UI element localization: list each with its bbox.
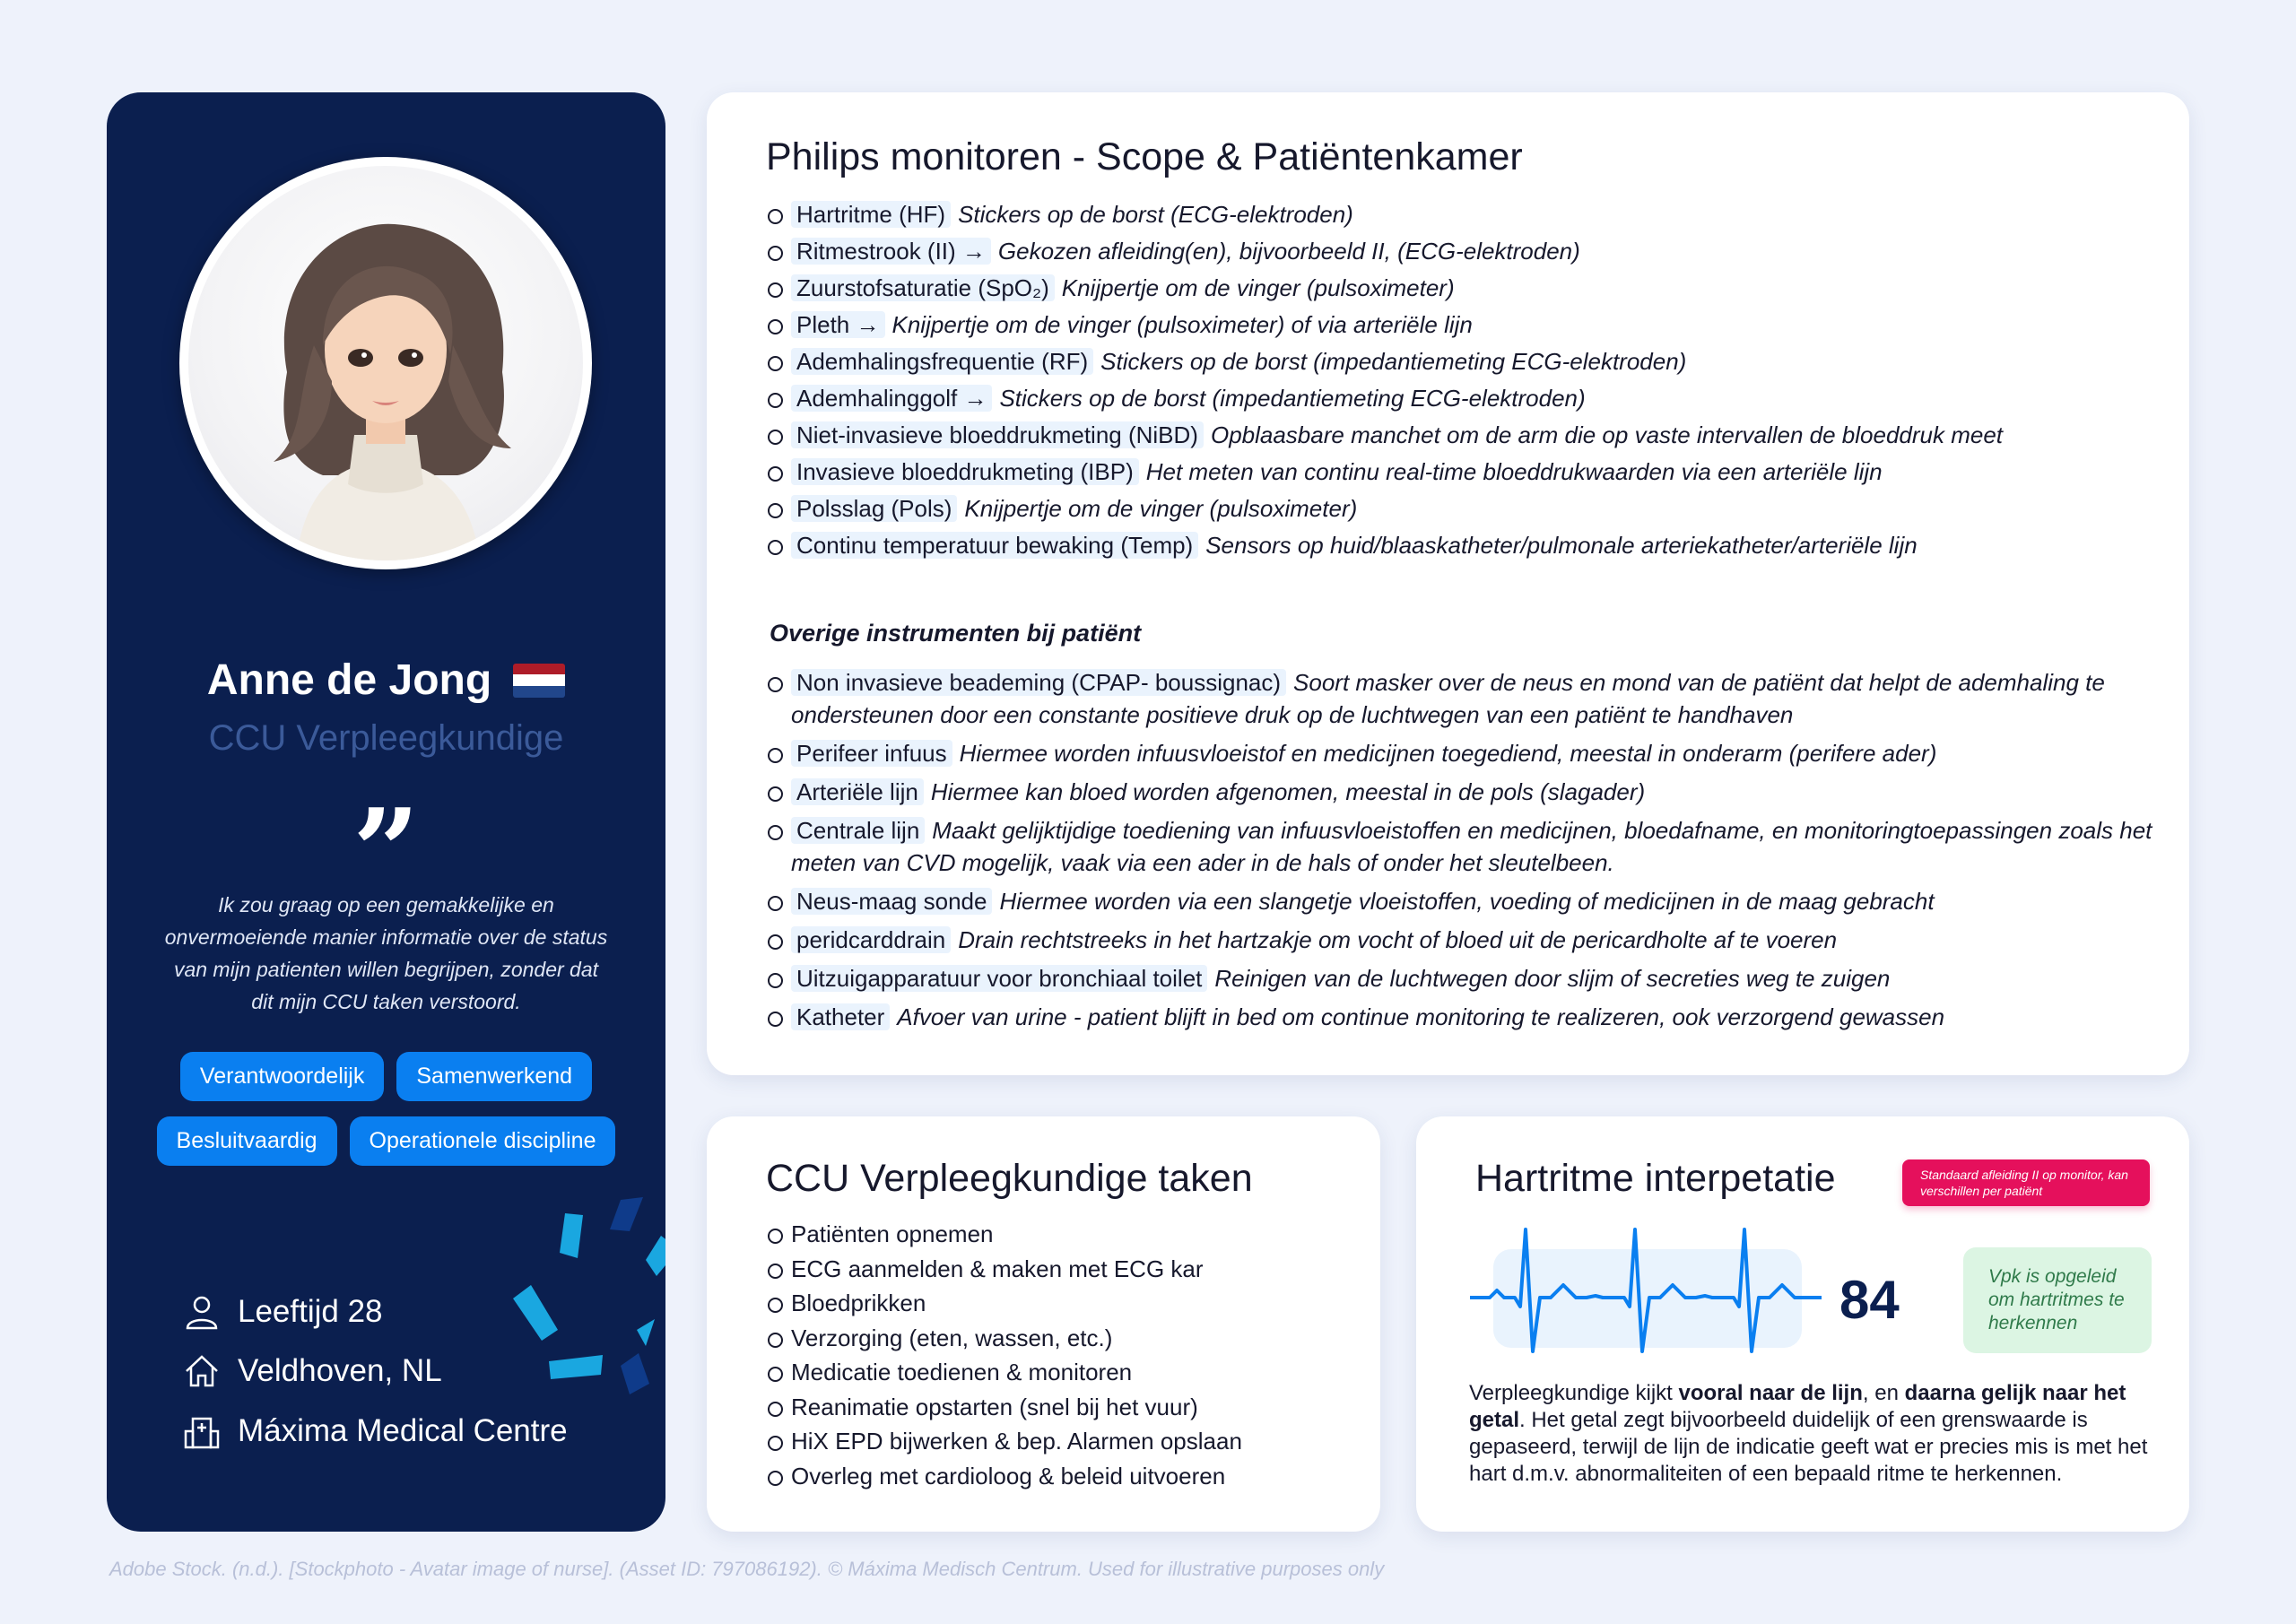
list-item: Centrale lijn Maakt gelijktijdige toediening van infuusvloeistoffen en medicijnen, bloedafname, en monitoringtoepassingen zoals het meten van CVD mogelijk, vaak via een ader in de hals of onder het sleutelbeen.	[766, 814, 2165, 879]
info-hospital-text: Máxima Medical Centre	[238, 1413, 568, 1448]
home-icon	[182, 1351, 222, 1391]
list-item: Neus-maag sonde Hiermee worden via een slangetje vloeistoffen, voeding of medicijnen in de maag gebracht	[766, 885, 2165, 917]
list-item: Hartritme (HF) Stickers op de borst (ECG-elektroden)	[766, 198, 2165, 230]
tag-operationele-discipline: Operationele discipline	[350, 1116, 616, 1166]
list-item: Polsslag (Pols) Knijpertje om de vinger (pulsoximeter)	[766, 492, 2165, 525]
heart-explanation: Verpleegkundige kijkt vooral naar de lijn, en daarna gelijk naar het getal. Het getal zegt bijvoorbeeld duidelijk of een grenswaarde is gepaseerd, terwijl de lijn de indicatie geeft wat er precies mis is met het hart d.m.v. abnormaliteiten of een bepaald ritme te herkennen.	[1469, 1381, 2148, 1486]
dutch-flag-icon	[513, 664, 565, 698]
list-item: Arteriële lijn Hiermee kan bloed worden afgenomen, meestal in de pols (slagader)	[766, 776, 2165, 808]
heart-rhythm-card	[1416, 1116, 2189, 1532]
monitors-title: Philips monitoren - Scope & Patiëntenkamer	[766, 135, 1523, 178]
list-item: Perifeer infuus Hiermee worden infuusvloeistof en medicijnen toegediend, meestal in onderarm (perifere ader)	[766, 737, 2165, 769]
list-item: Bloedprikken	[766, 1287, 1242, 1319]
list-item: Katheter Afvoer van urine - patient blijft in bed om continue monitoring te realizeren, ook verzorgend gewassen	[766, 1001, 2165, 1033]
list-item: Continu temperatuur bewaking (Temp) Sensors op huid/blaaskatheter/pulmonale arteriekatheter/arteriële lijn	[766, 529, 2165, 561]
list-item: Overleg met cardioloog & beleid uitvoeren	[766, 1460, 1242, 1492]
list-item: Niet-invasieve bloeddrukmeting (NiBD) Opblaasbare manchet om de arm die op vaste intervallen de bloeddruk meet	[766, 419, 2165, 451]
info-location-text: Veldhoven, NL	[238, 1353, 442, 1388]
profile-quote: Ik zou graag op een gemakkelijke en onvermoeiende manier informatie over de status van mijn patienten willen begrijpen, zonder dat dit mijn CCU taken verstoord.	[164, 893, 608, 1013]
list-item: Uitzuigapparatuur voor bronchiaal toilet Reinigen van de luchtwegen door slijm of secreties weg te zuigen	[766, 962, 2165, 994]
profile-name: Anne de Jong	[206, 656, 492, 704]
tag-verantwoordelijk: Verantwoordelijk	[180, 1052, 384, 1101]
hospital-icon	[182, 1411, 222, 1451]
list-item: HiX EPD bijwerken & bep. Alarmen opslaan	[766, 1425, 1242, 1457]
monitors-card	[707, 92, 2189, 1075]
info-age-text: Leeftijd 28	[238, 1294, 383, 1329]
list-item: Medicatie toedienen & monitoren	[766, 1356, 1242, 1388]
tasks-title: CCU Verpleegkundige taken	[766, 1157, 1253, 1200]
tag-row	[107, 1116, 665, 1166]
list-item: Pleth → Knijpertje om de vinger (pulsoximeter) of via arteriële lijn	[766, 308, 2165, 341]
profile-card	[107, 92, 665, 1532]
tasks-card	[707, 1116, 1380, 1532]
profile-role: CCU Verpleegkundige	[208, 718, 564, 758]
list-item: Invasieve bloeddrukmeting (IBP) Het meten van continu real-time bloeddrukwaarden via een arteriële lijn	[766, 456, 2165, 488]
list-item: Ademhalinggolf → Stickers op de borst (impedantiemeting ECG-elektroden)	[766, 382, 2165, 414]
person-icon	[182, 1292, 222, 1332]
quote-icon: ”	[352, 783, 420, 920]
heart-rate-value: 84	[1839, 1270, 1900, 1330]
list-item: Ademhalingsfrequentie (RF) Stickers op de borst (impedantiemeting ECG-elektroden)	[766, 345, 2165, 378]
lead-badge: Standaard afleiding II op monitor, kan verschillen per patiënt	[1902, 1159, 2150, 1206]
info-location	[182, 1351, 442, 1391]
list-item: Patiënten opnemen	[766, 1218, 1242, 1250]
ecg-waveform-icon	[1470, 1226, 1822, 1360]
tag-row	[107, 1052, 665, 1101]
name-row	[107, 656, 665, 705]
training-note: Vpk is opgeleid om hartritmes te herkennen	[1963, 1247, 2152, 1353]
tag-samenwerkend: Samenwerkend	[396, 1052, 592, 1101]
list-item: Verzorging (eten, wassen, etc.)	[766, 1322, 1242, 1354]
image-credit: Adobe Stock. (n.d.). [Stockphoto - Avatar image of nurse]. (Asset ID: 797086192). © Máxima Medisch Centrum. Used for illustrative purposes only	[109, 1558, 1385, 1580]
monitor-list	[766, 198, 2165, 566]
tasks-list	[766, 1218, 1242, 1494]
list-item: Reanimatie opstarten (snel bij het vuur)	[766, 1391, 1242, 1423]
heart-title: Hartritme interpetatie	[1475, 1157, 1836, 1200]
list-item: ECG aanmelden & maken met ECG kar	[766, 1253, 1242, 1285]
other-instruments-heading: Overige instrumenten bij patiënt	[770, 620, 1142, 647]
decorative-logo-icon	[495, 1195, 665, 1429]
avatar-illustration	[188, 166, 583, 560]
other-instruments-list	[766, 666, 2165, 1039]
list-item: Non invasieve beademing (CPAP- boussignac) Soort masker over de neus en mond van de patiënt dat helpt de ademhaling te ondersteunen door een constante positieve druk op de luchtwegen van een patiënt te handhaven	[766, 666, 2165, 731]
info-age	[182, 1292, 383, 1332]
list-item: Ritmestrook (II) → Gekozen afleiding(en), bijvoorbeeld II, (ECG-elektroden)	[766, 235, 2165, 267]
avatar	[179, 157, 592, 569]
list-item: peridcarddrain Drain rechtstreeks in het hartzakje om vocht of bloed uit de pericardholte af te voeren	[766, 924, 2165, 956]
list-item: Zuurstofsaturatie (SpO₂) Knijpertje om de vinger (pulsoximeter)	[766, 272, 2165, 304]
info-hospital	[182, 1411, 568, 1451]
tag-besluitvaardig: Besluitvaardig	[157, 1116, 337, 1166]
